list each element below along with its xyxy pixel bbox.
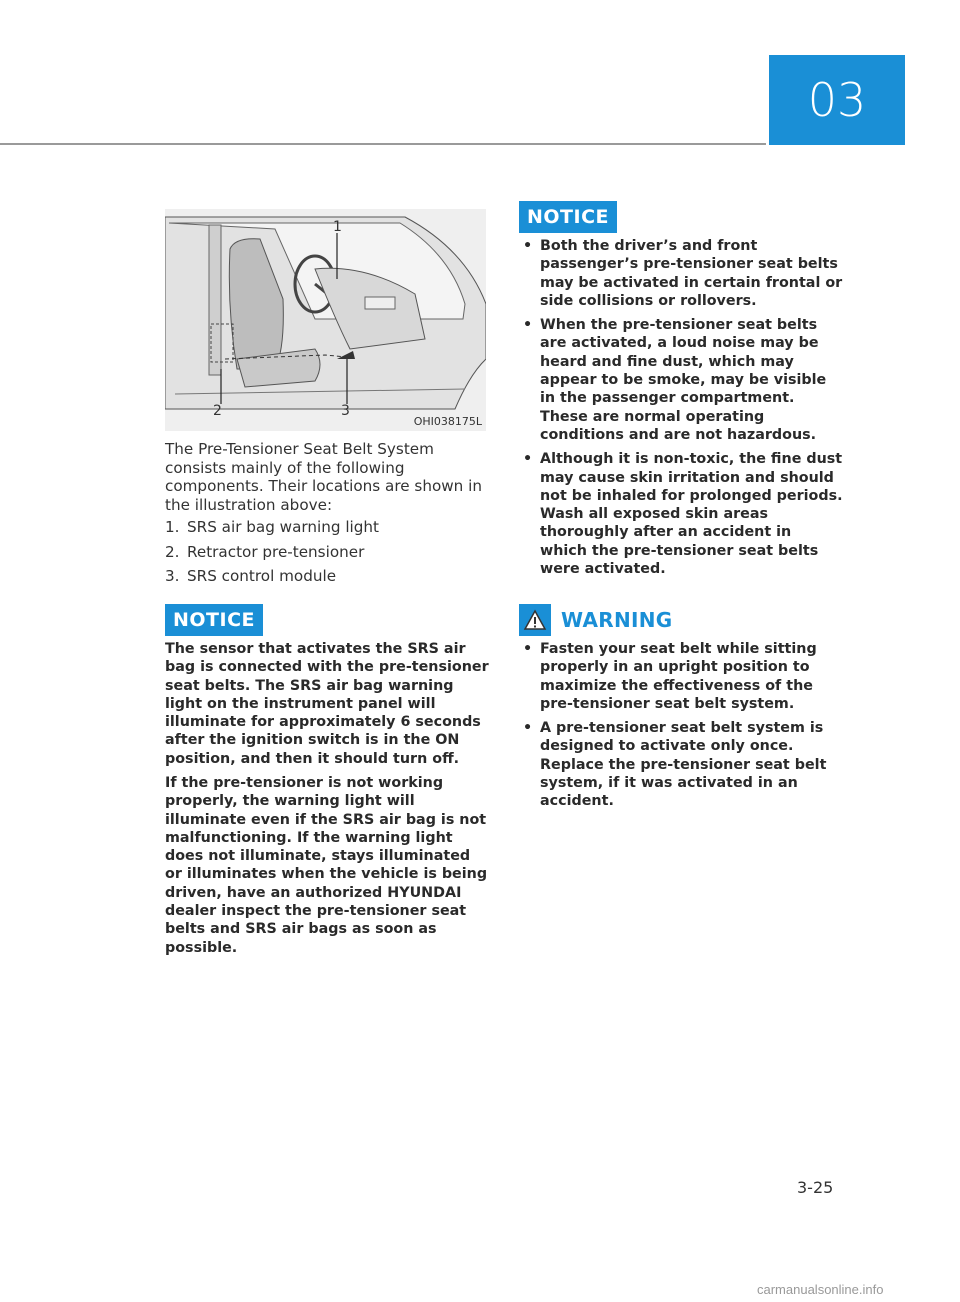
- callout-1: 1: [333, 219, 342, 235]
- header-rule: [0, 143, 766, 145]
- list-item: • Both the driver’s and front passenger’s pre-tensioner seat belts may be activated in certain frontal or side collisions or rollovers.: [523, 238, 843, 309]
- component-list: [165, 518, 485, 592]
- pretensioner-illustration: [165, 209, 486, 431]
- list-item: 2. Retractor pre-tensioner: [165, 542, 365, 561]
- warning-bullets: [521, 640, 843, 817]
- intro-paragraph: The Pre-Tensioner Seat Belt System consists mainly of the following components. Their locations are shown in the illustration above:: [165, 440, 482, 514]
- notice-badge-left: NOTICE: [165, 604, 263, 636]
- chapter-number: 03: [807, 73, 867, 127]
- list-item: • A pre-tensioner seat belt system is designed to activate only once. Replace the pre-tensioner seat belt system, if it was activated in an accident.: [523, 720, 827, 810]
- list-item: 3. SRS control module: [165, 567, 337, 585]
- notice-right-bullets: [521, 237, 843, 584]
- car-interior-drawing: [165, 209, 486, 431]
- list-item: • Fasten your seat belt while sitting properly in an upright position to maximize the effectiveness of the pre-tensioner seat belt system.: [523, 641, 817, 712]
- notice-left-paragraph-1: The sensor that activates the SRS air bag is connected with the pre-tensioner seat belts. The SRS air bag warning light on the instrument panel will illuminate for approximately 6 seconds after the ignition switch is in the ON position, and then it should turn off.: [165, 641, 489, 767]
- figure-code: OHI038175L: [413, 415, 482, 428]
- notice-left-paragraph-2: If the pre-tensioner is not working properly, the warning light will illuminate even if the SRS air bag is not malfunctioning. If the warning light does not illuminate, stays illuminated or illuminates when the vehicle is being driven, have an authorized HYUNDAI dealer inspect the pre-tensioner seat belts and SRS air bags as soon as possible.: [165, 775, 488, 956]
- warning-label: WARNING: [561, 608, 673, 632]
- list-item: 1. SRS air bag warning light: [165, 518, 379, 536]
- list-item: • When the pre-tensioner seat belts are activated, a loud noise may be heard and fine dust, which may appear to be smoke, may be visible in the passenger compartment. These are normal operating conditions and are not hazardous.: [523, 317, 827, 443]
- warning-header: [519, 603, 672, 637]
- page-number: 3-25: [797, 1178, 834, 1197]
- callout-3: 3: [341, 403, 350, 419]
- list-item: • Although it is non-toxic, the fine dust may cause skin irritation and should not be inhaled for prolonged periods. Wash all exposed skin areas thoroughly after an accident in which the pre-tensioner seat belts were activated.: [523, 451, 843, 578]
- warning-triangle-icon: [519, 604, 551, 636]
- watermark: carmanualsonline.info: [757, 1282, 884, 1297]
- callout-2: 2: [213, 403, 222, 419]
- notice-badge-right: NOTICE: [519, 201, 617, 233]
- chapter-tab: [769, 55, 905, 145]
